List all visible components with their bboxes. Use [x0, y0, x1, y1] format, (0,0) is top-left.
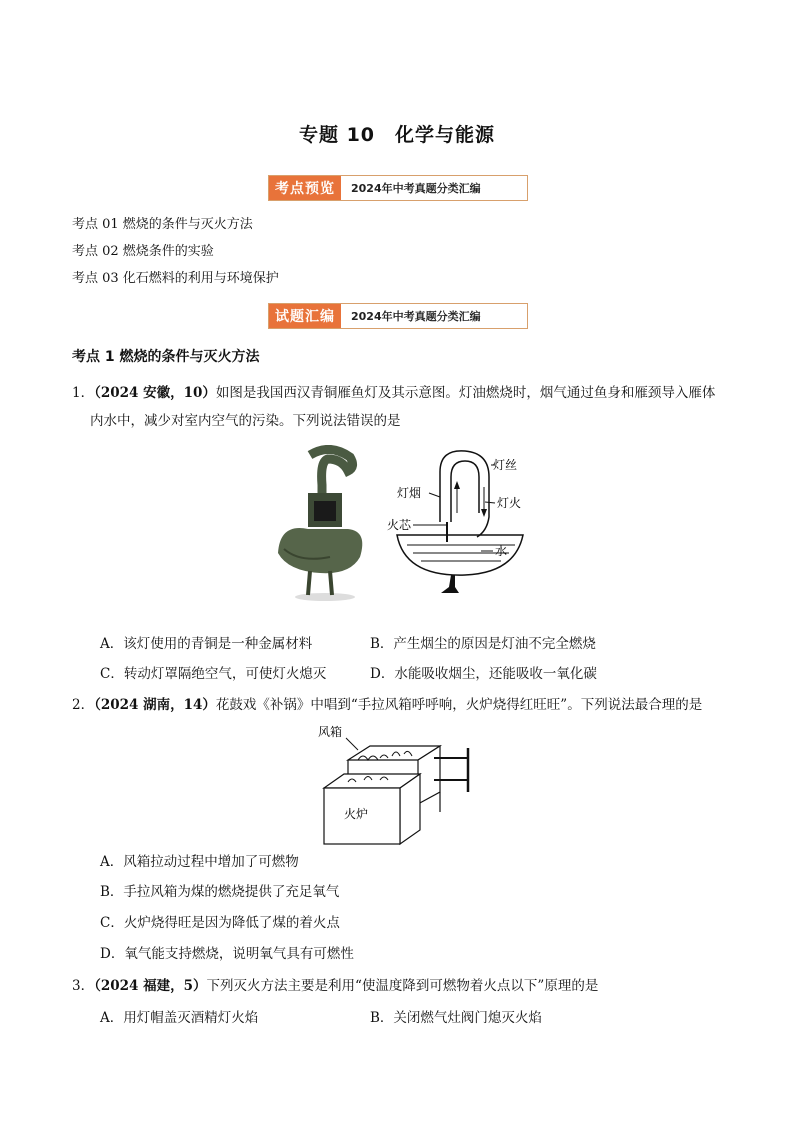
exam-banner-tag: 试题汇编	[269, 304, 341, 328]
preview-banner-tag: 考点预览	[269, 176, 341, 200]
preview-item-1: 考点 01 燃烧的条件与灭火方法	[72, 217, 253, 232]
question-2	[72, 691, 732, 719]
label-wick-wire: 灯丝	[493, 458, 518, 472]
question-1-source: （2024 安徽，10）	[94, 385, 216, 401]
preview-banner-subtitle: 2024年中考真题分类汇编	[351, 182, 481, 195]
exam-banner	[268, 303, 528, 329]
label-smoke: 灯烟	[397, 486, 422, 500]
topic-heading: 考点 1 燃烧的条件与灭火方法	[72, 349, 260, 365]
question-3	[72, 972, 732, 1000]
preview-item-3: 考点 03 化石燃料的利用与环境保护	[72, 271, 279, 286]
label-core: 火芯	[387, 518, 412, 532]
q1-option-b[interactable]: B．产生烟尘的原因是灯油不完全燃烧	[370, 636, 596, 652]
page-title: 专题 10 化学与能源	[298, 124, 496, 146]
question-2-number: 2．	[72, 697, 95, 713]
question-1-text: 如图是我国西汉青铜雁鱼灯及其示意图。灯油燃烧时，烟气通过鱼身和雁颈导入雁体	[215, 385, 716, 401]
question-1-text-cont: 内水中，减少对室内空气的污染。下列说法错误的是	[90, 413, 401, 429]
lamp-schematic	[385, 447, 535, 597]
q2-option-b[interactable]: B．手拉风箱为煤的燃烧提供了充足氧气	[100, 884, 340, 900]
label-bellows: 风箱	[318, 725, 343, 739]
label-furnace: 火炉	[344, 807, 369, 821]
question-3-source: （2024 福建，5）	[94, 978, 207, 994]
q1-option-d[interactable]: D．水能吸收烟尘，还能吸收一氧化碳	[370, 666, 597, 682]
bellows-furnace-diagram	[318, 722, 488, 848]
preview-banner	[268, 175, 528, 201]
label-flame: 灯火	[497, 496, 522, 510]
label-water: 水	[495, 544, 508, 558]
question-2-text: 花鼓戏《补锅》中唱到“手拉风箱呼呼响，火炉烧得红旺旺”。下列说法最合理的是	[215, 697, 703, 713]
q3-option-b[interactable]: B．关闭燃气灶阀门熄灭火焰	[370, 1010, 542, 1026]
q2-option-d[interactable]: D．氧气能支持燃烧，说明氧气具有可燃性	[100, 946, 354, 962]
q2-option-c[interactable]: C．火炉烧得旺是因为降低了煤的着火点	[100, 915, 340, 931]
question-3-text: 下列灭火方法主要是利用“使温度降到可燃物着火点以下”原理的是	[206, 978, 599, 994]
question-1	[72, 379, 732, 435]
q3-option-a[interactable]: A．用灯帽盖灭酒精灯火焰	[100, 1010, 259, 1026]
question-1-number: 1．	[72, 385, 95, 401]
q2-option-a[interactable]: A．风箱拉动过程中增加了可燃物	[100, 854, 299, 870]
exam-banner-subtitle: 2024年中考真题分类汇编	[351, 310, 481, 323]
preview-item-2: 考点 02 燃烧条件的实验	[72, 244, 214, 259]
q1-option-c[interactable]: C．转动灯罩隔绝空气，可使灯火熄灭	[100, 666, 327, 682]
q1-option-a[interactable]: A．该灯使用的青铜是一种金属材料	[100, 636, 313, 652]
bronze-lamp-photo	[270, 445, 380, 605]
question-3-number: 3．	[72, 978, 95, 994]
question-2-source: （2024 湖南，14）	[94, 697, 216, 713]
